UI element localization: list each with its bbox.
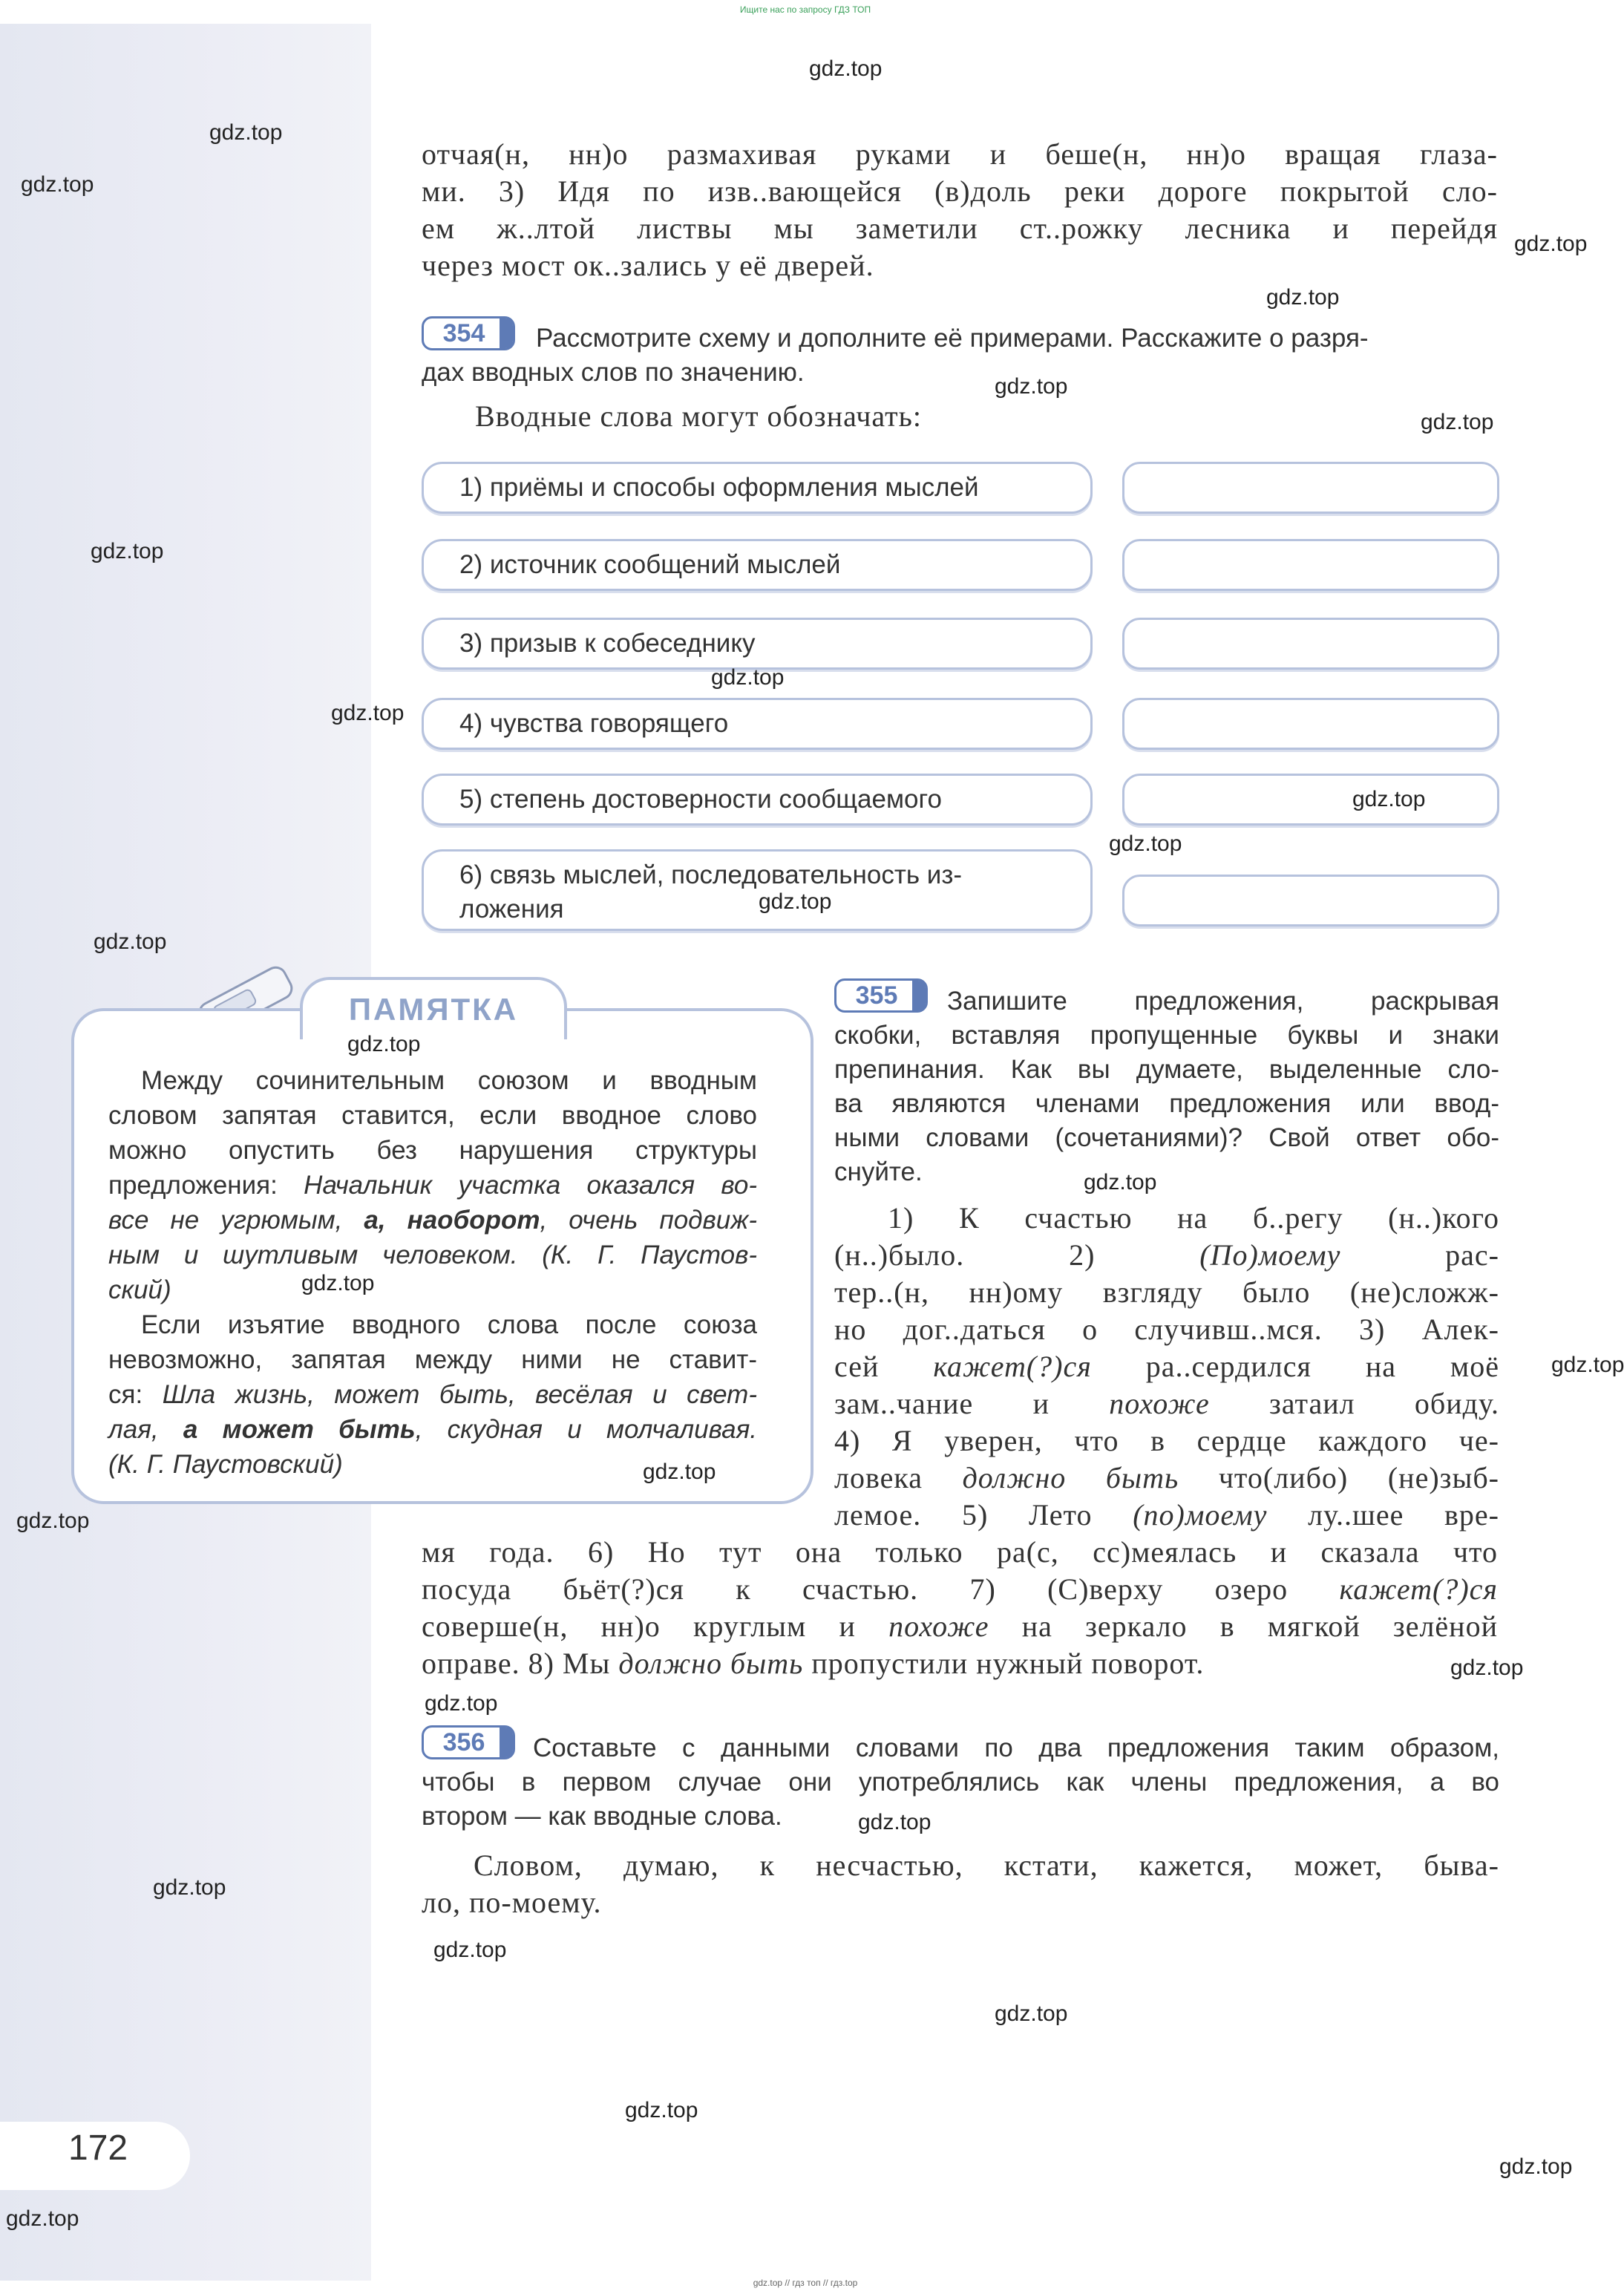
watermark: gdz.top xyxy=(1551,1353,1624,1377)
prev-exercise-line: ми. 3) Идя по изв..вающейся (в)доль реки дороге покрытой сло- xyxy=(422,174,1498,208)
exercise-355-sentence-line: 4) Я уверен, что в сердце каждого че- xyxy=(834,1424,1499,1457)
exercise-355-task-line: ными словами (сочетаниями)? Свой ответ обо- xyxy=(834,1123,1499,1152)
exercise-355-task-line: снуйте. xyxy=(834,1157,923,1186)
top-note: Ищите нас по запросу ГДЗ ТОП xyxy=(739,4,871,15)
exercise-355-task-line: скобки, вставляя пропущенные буквы и знаки xyxy=(834,1021,1499,1050)
exercise-355-sentence-line: посуда бьёт(?)ся к счастью. 7) (С)верху озеро кажет(?)ся xyxy=(422,1572,1498,1606)
watermark: gdz.top xyxy=(809,56,883,81)
watermark: gdz.top xyxy=(1499,2154,1573,2179)
bottom-note: gdz.top // гдз топ // гдз.top xyxy=(753,2278,858,2288)
exercise-356-words-line: ло, по-моему. xyxy=(422,1886,602,1919)
scheme-heading: Вводные слова могут обозначать: xyxy=(475,399,922,433)
exercise-number-badge: 354 xyxy=(422,316,515,350)
watermark: gdz.top xyxy=(94,929,167,954)
watermark: gdz.top xyxy=(347,1032,421,1056)
memo-text-line: предложения: Начальник участка оказался во- xyxy=(108,1171,757,1200)
prev-exercise-line: через мост ок..зались у её дверей. xyxy=(422,249,874,282)
exercise-355-sentence-line: (н..)было. 2) (По)моему рас- xyxy=(834,1238,1499,1272)
exercise-356-words-line: Словом, думаю, к несчастью, кстати, кажется, может, быва- xyxy=(474,1849,1499,1882)
answer-box-5[interactable] xyxy=(1122,774,1499,826)
watermark: gdz.top xyxy=(1450,1656,1524,1680)
memo-text-line: Между сочинительным союзом и вводным xyxy=(141,1066,757,1095)
watermark: gdz.top xyxy=(16,1509,90,1533)
watermark: gdz.top xyxy=(858,1810,931,1834)
watermark: gdz.top xyxy=(625,2098,698,2122)
watermark: gdz.top xyxy=(1352,787,1426,811)
watermark: gdz.top xyxy=(433,1938,507,1962)
exercise-355-task-line: ва являются членами предложения или ввод- xyxy=(834,1089,1499,1118)
scheme-item-6: 6) связь мыслей, последовательность из- ложения xyxy=(422,849,1093,931)
memo-text-line: (К. Г. Паустовский) xyxy=(108,1450,343,1479)
answer-box-1[interactable] xyxy=(1122,462,1499,514)
memo-text-line: Если изъятие вводного слова после союза xyxy=(141,1310,757,1339)
exercise-356-task-line: Составьте с данными словами по два предложения таким образом, xyxy=(533,1733,1499,1762)
memo-text-line: ся: Шла жизнь, может быть, весёлая и свет- xyxy=(108,1380,757,1409)
scheme-item-5: 5) степень достоверности сообщаемого xyxy=(422,774,1093,826)
watermark: gdz.top xyxy=(995,374,1068,399)
memo-text-line: ным и шутливым человеком. (К. Г. Паустов- xyxy=(108,1241,757,1269)
watermark: gdz.top xyxy=(759,889,832,914)
watermark: gdz.top xyxy=(1109,831,1182,856)
watermark: gdz.top xyxy=(711,665,785,690)
exercise-356-task-line: чтобы в первом случае они употреблялись как члены предложения, а во xyxy=(422,1768,1499,1797)
exercise-number-badge: 355 xyxy=(834,978,928,1013)
answer-box-6[interactable] xyxy=(1122,875,1499,926)
memo-text-line: невозможно, запятая между ними не ставит- xyxy=(108,1345,757,1374)
exercise-355-sentence-line: оправе. 8) Мы должно быть пропустили нужный поворот. xyxy=(422,1647,1205,1680)
prev-exercise-line: ем ж..лтой листвы мы заметили ст..рожку лесника и перейдя xyxy=(422,212,1498,245)
exercise-355-sentence-line: лемое. 5) Лето (по)моему лу..шее вре- xyxy=(834,1498,1499,1532)
watermark: gdz.top xyxy=(331,701,405,725)
exercise-355-sentence-line: ловека должно быть что(либо) (не)зыб- xyxy=(834,1461,1499,1494)
exercise-354-task-line: Рассмотрите схему и дополните её примерами. Расскажите о разря- xyxy=(536,324,1369,353)
scheme-item-4: 4) чувства говорящего xyxy=(422,698,1093,750)
exercise-356-task-line: втором — как вводные слова. xyxy=(422,1802,782,1831)
memo-text-line: словом запятая ставится, если вводное слово xyxy=(108,1101,757,1130)
watermark: gdz.top xyxy=(995,2001,1068,2026)
exercise-355-sentence-line: но дог..даться о случивш..мся. 3) Алек- xyxy=(834,1313,1499,1346)
watermark: gdz.top xyxy=(6,2206,79,2231)
exercise-number-badge: 356 xyxy=(422,1725,515,1759)
scheme-item-2: 2) источник сообщений мыслей xyxy=(422,539,1093,591)
scheme-item-3: 3) призыв к собеседнику xyxy=(422,618,1093,670)
exercise-355-sentence-line: мя года. 6) Но тут она только ра(с, сс)меялась и сказала что xyxy=(422,1535,1498,1569)
memo-text-line: все не угрюмым, а, наоборот, очень подвиж- xyxy=(108,1206,757,1235)
exercise-355-sentence-line: 1) К счастью на б..регу (н..)кого xyxy=(888,1201,1499,1235)
watermark: gdz.top xyxy=(1421,410,1494,434)
watermark: gdz.top xyxy=(301,1271,375,1295)
exercise-355-sentence-line: соверше(н, нн)о круглым и похоже на зеркало в мягкой зелёной xyxy=(422,1609,1498,1643)
memo-text-line: лая, а может быть, скудная и молчаливая. xyxy=(108,1415,758,1444)
watermark: gdz.top xyxy=(425,1691,498,1716)
page-number: 172 xyxy=(68,2128,128,2168)
answer-box-2[interactable] xyxy=(1122,539,1499,591)
watermark: gdz.top xyxy=(91,539,164,563)
watermark: gdz.top xyxy=(643,1460,716,1484)
watermark: gdz.top xyxy=(209,120,283,145)
exercise-355-sentence-line: сей кажет(?)ся ра..сердился на моё xyxy=(834,1350,1499,1383)
watermark: gdz.top xyxy=(1514,232,1588,256)
watermark: gdz.top xyxy=(153,1875,226,1900)
answer-box-4[interactable] xyxy=(1122,698,1499,750)
memo-text-line: ский) xyxy=(108,1275,171,1304)
watermark: gdz.top xyxy=(1266,285,1340,310)
exercise-355-task-line: Запишите предложения, раскрывая xyxy=(947,987,1499,1016)
scheme-item-1: 1) приёмы и способы оформления мыслей xyxy=(422,462,1093,514)
exercise-355-sentence-line: тер..(н, нн)ому взгляду было (не)сложж- xyxy=(834,1275,1499,1309)
memo-text-line: можно опустить без нарушения структуры xyxy=(108,1136,757,1165)
watermark: gdz.top xyxy=(1084,1170,1157,1194)
memo-title: ПАМЯТКА xyxy=(348,992,519,1027)
prev-exercise-line: отчая(н, нн)о размахивая руками и беше(н, нн)о вращая глаза- xyxy=(422,137,1498,171)
exercise-355-task-line: препинания. Как вы думаете, выделенные сло- xyxy=(834,1055,1499,1084)
exercise-354-task-line: дах вводных слов по значению. xyxy=(422,358,805,387)
answer-box-3[interactable] xyxy=(1122,618,1499,670)
exercise-355-sentence-line: зам..чание и похоже затаил обиду. xyxy=(834,1387,1499,1420)
watermark: gdz.top xyxy=(21,172,94,197)
